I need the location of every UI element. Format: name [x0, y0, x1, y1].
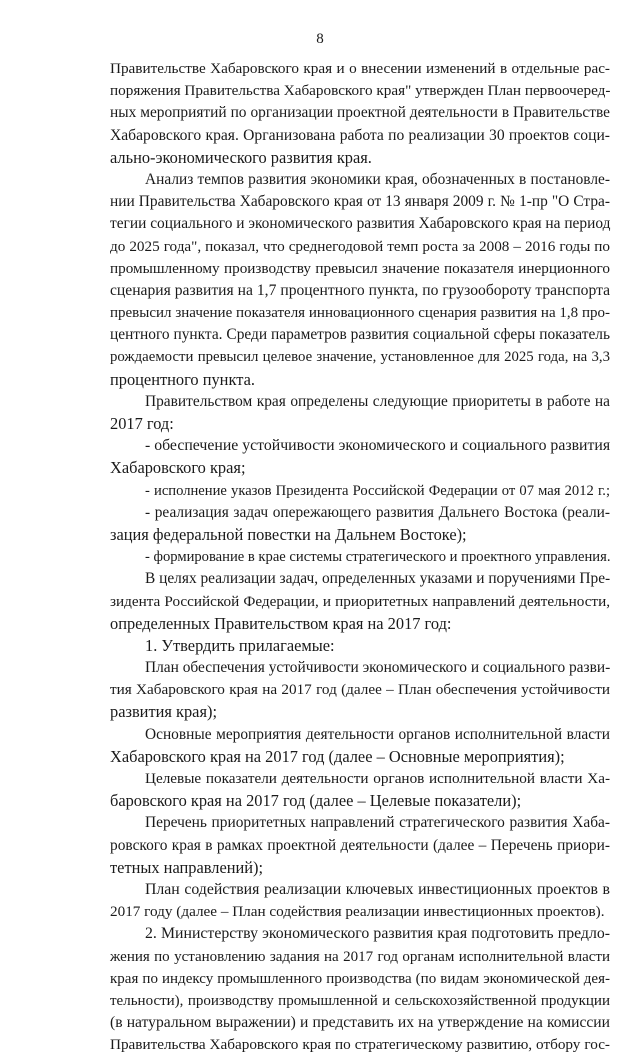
text-line: В целях реализации задач, определенных указами и поручениями Пре- [145, 570, 611, 588]
text-line: определенных Правительством края на 2017 год: [110, 613, 452, 633]
text-line: - обеспечение устойчивости экономического и социального развития [145, 437, 611, 455]
text-line: сценария развития на 1,7 процентного пункта, по грузообороту транспорта [110, 281, 610, 299]
text-line: края по индексу промышленного производства (по видам экономической дея- [110, 970, 610, 987]
text-line: - формирование в крае системы стратегического и проектного управления. [145, 549, 611, 566]
text-line: тетных направлений); [110, 857, 264, 877]
text-line: зация федеральной повестки на Дальнем Востоке); [110, 524, 467, 544]
text-line: Целевые показатели деятельности органов исполнительной власти Ха- [145, 770, 610, 787]
text-line: 2. Министерству экономического развития края подготовить предло- [145, 925, 610, 943]
text-line: баровского края на 2017 год (далее – Целевые показатели); [110, 791, 522, 811]
text-line: нии Правительства Хабаровского края от 13 января 2009 г. № 1-пр "О Стра- [110, 193, 610, 211]
text-line: - исполнение указов Президента Российской Федерации от 07 мая 2012 г.; [145, 482, 610, 499]
text-line: поряжения Правительства Хабаровского края" утвержден План первоочеред- [110, 82, 611, 100]
text-line: Перечень приоритетных направлений стратегического развития Хаба- [145, 814, 610, 832]
text-line: Хабаровского края; [110, 458, 246, 478]
text-line: центного пункта. Среди параметров развития социальной сферы показатель [110, 326, 610, 344]
text-line: 1. Утвердить прилагаемые: [145, 635, 335, 655]
page-number: 8 [316, 31, 324, 47]
text-line: тельности), производству промышленной и сельскохозяйственной продукции [110, 992, 610, 1009]
text-line: План содействия реализации ключевых инвестиционных проектов в [145, 880, 610, 898]
text-line: Хабаровского края на 2017 год (далее – Основные мероприятия); [110, 746, 565, 766]
text-line: развития края); [110, 702, 218, 722]
text-line: Основные мероприятия деятельности органов исполнительной власти [145, 725, 610, 743]
text-line: промышленному производству превысил значение показателя инерционного [110, 259, 610, 277]
text-line: Анализ темпов развития экономики края, обозначенных в постановле- [145, 170, 610, 188]
text-line: Правительстве Хабаровского края и о внесении изменений в отдельные рас- [110, 60, 610, 77]
text-line: до 2025 года", показал, что среднегодовой темп роста за 2008 – 2016 годы по [110, 237, 610, 255]
text-line: зидента Российской Федерации, и приоритетных направлений деятельности, [110, 592, 610, 610]
text-line: ных мероприятий по организации проектной деятельности в Правительстве [110, 104, 610, 122]
text-line: процентного пункта. [110, 369, 255, 389]
text-line: Правительства Хабаровского края по стратегическому развитию, отбору гос- [110, 1036, 610, 1054]
document-body [110, 58, 610, 1056]
text-line: ровского края в рамках проектной деятельности (далее – Перечень приори- [110, 836, 610, 854]
text-line: 2017 году (далее – План содействия реализации инвестиционных проектов). [110, 903, 605, 921]
text-line: Хабаровского края. Организована работа по реализации 30 проектов соци- [110, 126, 610, 144]
text-line: План обеспечения устойчивости экономического и социального разви- [145, 659, 611, 677]
text-line: - реализация задач опережающего развития Дальнего Востока (реали- [145, 503, 610, 521]
text-line: 2017 год: [110, 414, 174, 433]
text-line: тегии социального и экономического развития Хабаровского края на период [110, 215, 611, 233]
text-line: (в натуральном выражении) и представить их на утверждение на комиссии [110, 1014, 610, 1032]
text-line: ально-экономического развития края. [110, 147, 372, 167]
text-line: рождаемости превысил целевое значение, установленное для 2025 года, на 3,3 [110, 349, 610, 366]
text-line: жения по установлению задания на 2017 год органам исполнительной власти [110, 948, 610, 965]
text-line: тия Хабаровского края на 2017 год (далее – План обеспечения устойчивости [110, 681, 610, 699]
text-line: Правительством края определены следующие приоритеты в работе на [145, 392, 610, 410]
text-line: превысил значение показателя инновационного сценария развития на 1,8 про- [110, 305, 610, 322]
